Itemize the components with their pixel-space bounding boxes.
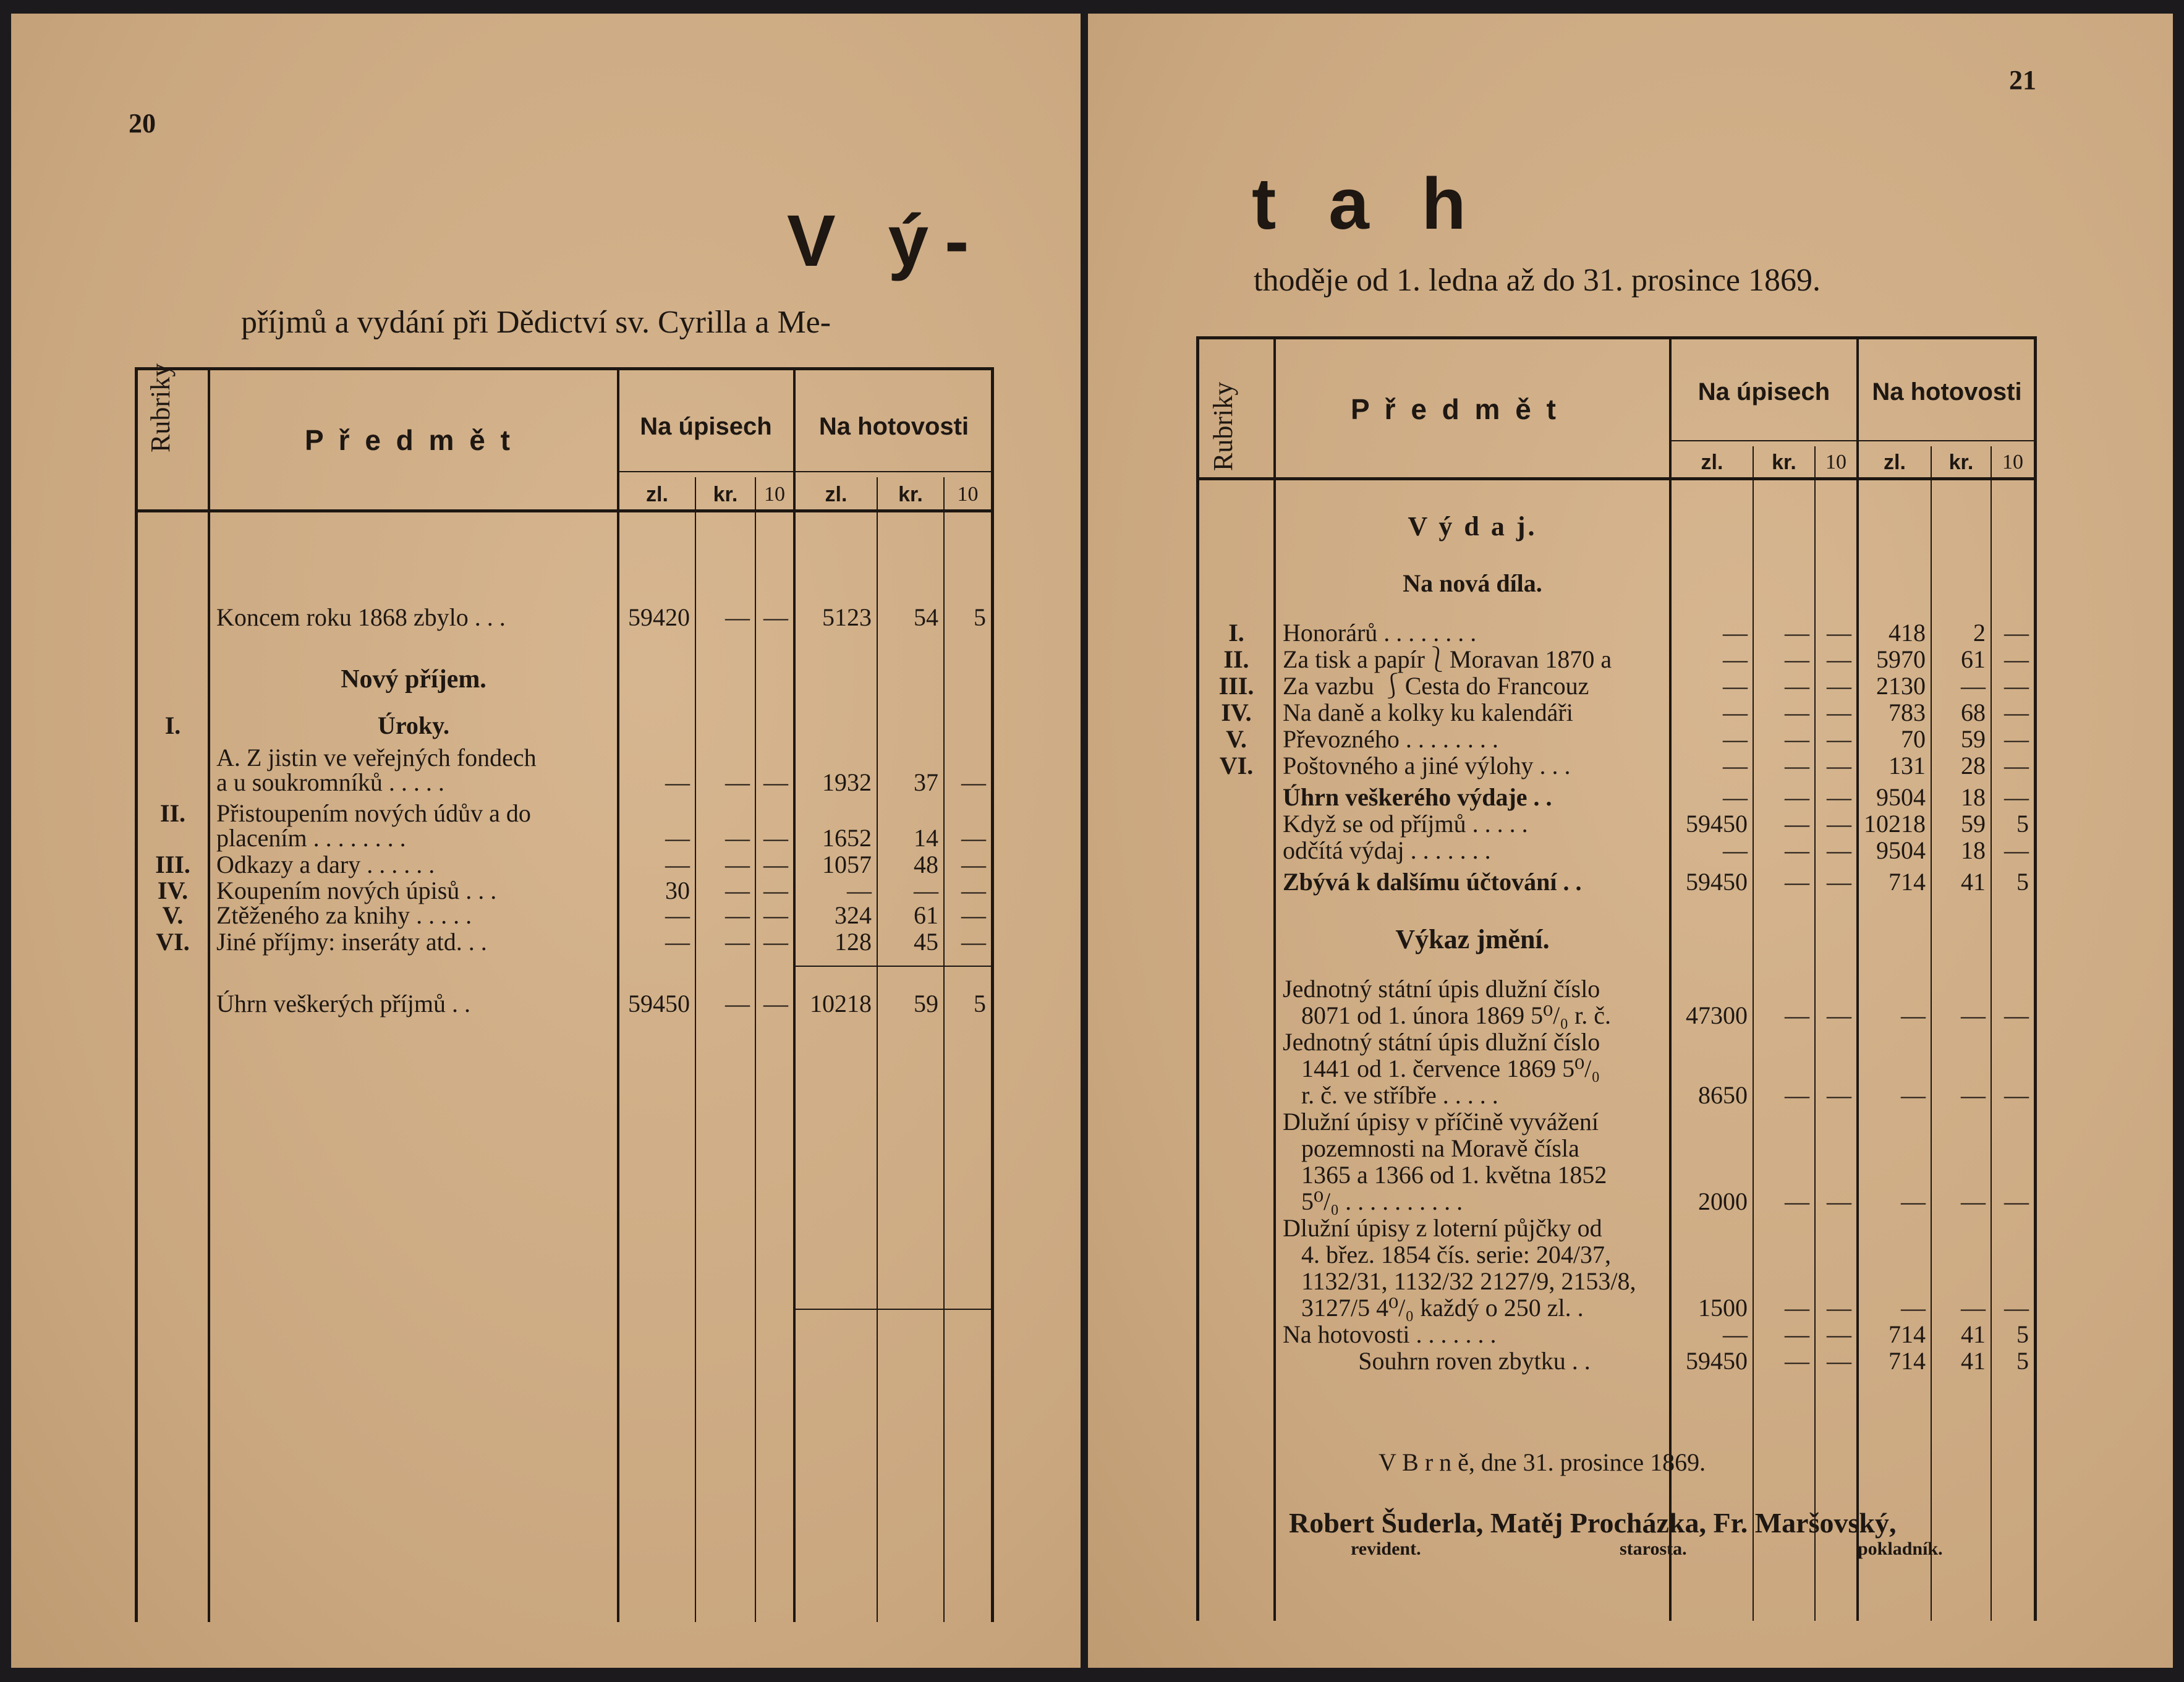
cell-up-zl: 8650 [1698,1081,1748,1109]
na-upisech-header-right: Na úpisech [1697,378,1830,406]
row-text: Ztěženého za knihy . . . . . [216,901,472,929]
cell-hot-10: — [2004,725,2029,753]
cell-hot-zl: 714 [1889,1320,1926,1348]
rubriky-header: Rubriky [145,363,176,452]
asset-line: pozemnosti na Moravě čísla [1301,1134,1579,1162]
cell-hot-10: — [961,824,986,852]
cell-up-zl: — [1723,619,1748,647]
cell-up-10: — [1827,1347,1851,1375]
cell-hot-zl: 714 [1889,1347,1926,1375]
cell-up-kr: — [1785,1347,1809,1375]
rubrika-label: II. [159,799,186,827]
cell-up-zl: 2000 [1698,1187,1748,1215]
cell-hot-10: — [2004,836,2029,864]
cell-up-zl: 1500 [1698,1294,1748,1322]
rubrika-label: III. [155,851,190,878]
asset-line: Jednotný státní úpis dlužní číslo [1283,975,1600,1003]
cell-hot-kr: 14 [914,824,938,852]
cell-hot-zl: 324 [835,901,872,929]
cell-up-zl: — [665,851,690,878]
cell-up-10: — [1827,1294,1851,1322]
cell-up-10: — [763,603,788,631]
cell-hot-10: — [961,877,986,904]
cell-hot-zl: 1932 [822,768,872,796]
ten-header-hot-right: 10 [2002,451,2023,474]
rubrika-label: III. [1218,672,1254,700]
row-text: odčítá výdaj . . . . . . . [1283,836,1491,864]
kr-header: kr. [713,483,738,506]
cell-hot-zl: 714 [1889,868,1926,896]
cell-up-kr: — [1785,836,1809,864]
cell-hot-kr: 2 [1973,619,1986,647]
cell-hot-kr: — [1961,1294,1986,1322]
cell-up-10: — [763,768,788,796]
cell-hot-zl: 128 [835,928,872,956]
cell-up-10: — [763,990,788,1017]
asset-line: Jednotný státní úpis dlužní číslo [1283,1028,1600,1056]
subtitle-fragment-right: thoděje od 1. ledna až do 31. prosince 1869. [1254,263,1821,298]
asset-line: 1441 od 1. července 1869 5⁰/₀ [1301,1055,1600,1082]
cell-hot-10: 5 [2016,1320,2029,1348]
row-text: Převozného . . . . . . . . [1283,725,1498,753]
cell-hot-kr: 54 [914,603,938,631]
cell-hot-zl: 2130 [1876,672,1926,700]
asset-line: Souhrn roven zbytku . . [1358,1347,1591,1375]
cell-up-zl: 47300 [1686,1001,1748,1029]
row-text: Poštovného a jiné výlohy . . . [1283,752,1571,779]
cell-up-kr: — [1785,1320,1809,1348]
cell-hot-kr: — [1961,672,1986,700]
cell-hot-kr: 59 [914,990,938,1017]
cell-up-10: — [1827,752,1851,779]
cell-up-10: — [763,928,788,956]
na-upisech-header: Na úpisech [640,413,772,440]
cell-up-zl: 59450 [1686,810,1748,838]
row-text: Odkazy a dary . . . . . . [216,851,435,878]
cell-hot-kr: 59 [1961,725,1986,753]
page-number-right: 21 [2009,65,2036,95]
page-number-left: 20 [129,108,156,138]
section-vydaj: V ý d a j. [1408,511,1537,542]
cell-up-10: — [1827,1320,1851,1348]
row-text: Přistoupením nových údův a do [216,799,531,827]
cell-up-kr: — [1785,725,1809,753]
cell-up-10: — [763,851,788,878]
row-text: Když se od příjmů . . . . . [1283,810,1528,838]
rubriky-header-right: Rubriky [1208,381,1238,471]
cell-up-kr: — [1785,1001,1809,1029]
cell-up-10: — [1827,1081,1851,1109]
cell-up-10: — [1827,619,1851,647]
cell-up-zl: — [1723,752,1748,779]
cell-up-zl: — [665,824,690,852]
rubrika-label: V. [1226,725,1247,753]
rubrika-label: IV. [1221,699,1252,726]
cell-hot-zl: 131 [1889,752,1926,779]
rubrika-label: I. [1228,619,1244,647]
asset-line: 1365 a 1366 od 1. května 1852 [1301,1161,1607,1189]
row-text: placením . . . . . . . . [216,824,406,852]
cell-hot-kr: 59 [1961,810,1986,838]
cell-up-kr: — [1785,699,1809,726]
cell-up-zl: — [1723,836,1748,864]
cell-up-zl: — [665,901,690,929]
rubrika-label: V. [162,901,184,929]
row-text: Koncem roku 1868 zbylo . . . [216,603,506,631]
cell-up-kr: — [725,768,750,796]
cell-up-kr: — [725,901,750,929]
cell-up-zl: 59450 [628,990,690,1017]
cell-hot-zl: — [1901,1187,1926,1215]
rubrika-label: VI. [1219,752,1254,779]
cell-up-zl: 30 [665,877,690,904]
row-text: Zbývá k dalšímu účtování . . [1283,868,1582,896]
asset-line: 8071 od 1. února 1869 5⁰/₀ r. č. [1301,1001,1612,1029]
row-text: Úroky. [378,711,449,739]
cell-hot-10: — [2004,619,2029,647]
cell-up-kr: — [725,603,750,631]
cell-hot-zl: — [847,877,872,904]
cell-hot-zl: 10218 [1864,810,1926,838]
cell-up-10: — [1827,810,1851,838]
zl-header-right: zl. [1701,451,1723,474]
cell-up-kr: — [1785,645,1809,673]
cell-hot-zl: 9504 [1876,836,1926,864]
cell-hot-10: — [2004,1001,2029,1029]
cell-up-zl: — [1723,672,1748,700]
cell-hot-zl: 9504 [1876,783,1926,811]
row-text: Honorárů . . . . . . . . [1283,619,1477,647]
title-fragment-right: t a h [1252,163,1482,245]
asset-line: 4. břez. 1854 čís. serie: 204/37, [1301,1241,1611,1268]
rubrika-label: VI. [156,928,190,956]
cell-up-kr: — [1785,672,1809,700]
cell-hot-zl: 1057 [822,851,872,878]
title-fragment-left: V ý- [787,200,985,282]
left-page [11,14,1081,1668]
rubrika-label: IV. [157,877,189,904]
cell-up-zl: — [1723,699,1748,726]
cell-hot-kr: 61 [1961,645,1986,673]
signatures: Robert Šuderla, Matěj Procházka, Fr. Maršovský, [1289,1507,1897,1539]
cell-hot-kr: 37 [914,768,938,796]
asset-line: 1132/31, 1132/32 2127/9, 2153/8, [1301,1267,1636,1295]
cell-up-zl: — [1723,645,1748,673]
asset-line: r. č. ve stříbře . . . . . [1301,1081,1498,1109]
cell-up-zl: — [1723,725,1748,753]
cell-hot-10: — [961,851,986,878]
cell-hot-10: — [2004,1294,2029,1322]
cell-hot-zl: 1652 [822,824,872,852]
rubrika-label: I. [164,711,181,739]
asset-line: Dlužní úpisy v příčině vyvážení [1283,1108,1599,1136]
cell-up-10: — [1827,672,1851,700]
predmet-header: P ř e d m ě t [305,424,514,456]
cell-up-zl: — [1723,783,1748,811]
cell-hot-10: — [961,928,986,956]
cell-hot-zl: 783 [1889,699,1926,726]
row-text: Za vazbu ⎰Cesta do Francouz [1283,672,1589,700]
kr-header-hot-right: kr. [1948,451,1974,474]
asset-line: 3127/5 4⁰/₀ každý o 250 zl. . [1301,1294,1584,1322]
cell-up-kr: — [725,851,750,878]
cell-hot-10: — [2004,645,2029,673]
zl-header-hot-right: zl. [1884,451,1906,474]
ten-header-right: 10 [1825,451,1846,474]
cell-up-kr: — [1785,783,1809,811]
zl-header: zl. [646,483,668,506]
cell-hot-zl: 418 [1889,619,1926,647]
role-starosta: starosta. [1620,1539,1687,1559]
asset-line: Na hotovosti . . . . . . . [1283,1320,1497,1348]
right-page [1088,14,2173,1668]
cell-up-10: — [1827,699,1851,726]
cell-up-zl: 59450 [1686,1347,1748,1375]
cell-hot-10: — [2004,1081,2029,1109]
cell-hot-kr: — [1961,1187,1986,1215]
section-nova-dila: Na nová díla. [1403,569,1542,597]
cell-hot-10: — [2004,1187,2029,1215]
cell-up-zl: 59450 [1686,868,1748,896]
cell-up-zl: — [1723,1320,1748,1348]
row-text: Úhrn veškerých příjmů . . [216,990,471,1017]
cell-hot-10: 5 [974,990,986,1017]
cell-hot-kr: 41 [1961,1320,1986,1348]
cell-hot-10: 5 [974,603,986,631]
income-table [135,360,994,1621]
cell-hot-10: — [2004,699,2029,726]
cell-hot-10: — [961,901,986,929]
cell-up-kr: — [725,877,750,904]
cell-up-10: — [763,901,788,929]
cell-up-10: — [1827,725,1851,753]
row-text: A. Z jistin ve veřejných fondech [216,744,537,771]
cell-hot-zl: — [1901,1294,1926,1322]
cell-up-kr: — [1785,752,1809,779]
cell-hot-kr: 18 [1961,836,1986,864]
cell-up-10: — [763,824,788,852]
cell-up-zl: 59420 [628,603,690,631]
na-hotovosti-header-right: Na hotovosti [1872,378,2022,406]
row-text: a u soukromníků . . . . . [216,768,444,796]
cell-up-kr: — [1785,619,1809,647]
cell-up-10: — [1827,1001,1851,1029]
cell-hot-kr: 61 [914,901,938,929]
zl-header-hot: zl. [825,483,848,506]
kr-header-hot: kr. [898,483,923,506]
row-text: Za tisk a papír⎱Moravan 1870 a [1283,645,1612,673]
ten-header: 10 [764,483,785,506]
cell-hot-kr: — [914,877,938,904]
cell-up-10: — [1827,1187,1851,1215]
predmet-header-right: P ř e d m ě t [1351,393,1560,425]
cell-hot-zl: — [1901,1081,1926,1109]
cell-up-10: — [1827,868,1851,896]
cell-hot-kr: 41 [1961,1347,1986,1375]
cell-hot-10: — [2004,752,2029,779]
kr-header-right: kr. [1772,451,1796,474]
cell-hot-kr: 48 [914,851,938,878]
cell-hot-10: 5 [2016,810,2029,838]
cell-hot-kr: — [1961,1001,1986,1029]
cell-hot-zl: 10218 [810,990,872,1017]
row-text: Úhrn veškerého výdaje . . [1283,783,1552,811]
cell-hot-kr: 41 [1961,868,1986,896]
cell-up-kr: — [725,990,750,1017]
cell-up-10: — [1827,645,1851,673]
role-revident: revident. [1351,1539,1421,1559]
cell-hot-10: — [2004,672,2029,700]
place-date: V B r n ě, dne 31. prosince 1869. [1379,1448,1706,1476]
cell-up-kr: — [1785,1294,1809,1322]
cell-up-kr: — [1785,810,1809,838]
asset-line: Dlužní úpisy z loterní půjčky od [1283,1214,1602,1242]
cell-hot-kr: — [1961,1081,1986,1109]
cell-up-kr: — [1785,1081,1809,1109]
cell-hot-10: — [961,768,986,796]
row-text: Na daně a kolky ku kalendáři [1283,699,1573,726]
cell-hot-zl: 70 [1901,725,1926,753]
cell-up-10: — [763,877,788,904]
cell-hot-zl: — [1901,1001,1926,1029]
cell-hot-zl: 5123 [822,603,872,631]
section-vykaz: Výkaz jmění. [1395,924,1550,954]
cell-hot-zl: 5970 [1876,645,1926,673]
cell-hot-kr: 28 [1961,752,1986,779]
cell-hot-kr: 68 [1961,699,1986,726]
row-text: Jiné příjmy: inseráty atd. . . [216,928,487,956]
cell-up-kr: — [1785,1187,1809,1215]
cell-up-kr: — [725,928,750,956]
cell-hot-10: — [2004,783,2029,811]
cell-up-10: — [1827,783,1851,811]
cell-up-kr: — [1785,868,1809,896]
role-pokladnik: pokladník. [1858,1539,1943,1559]
expense-table [1196,329,2037,1621]
cell-up-zl: — [665,928,690,956]
ten-header-hot: 10 [957,483,979,506]
cell-up-10: — [1827,836,1851,864]
row-text: Koupením nových úpisů . . . [216,877,497,904]
subtitle-fragment-left: příjmů a vydání při Dědictví sv. Cyrilla a Me- [241,305,831,340]
cell-hot-kr: 45 [914,928,938,956]
section-heading: Nový příjem. [341,665,487,694]
cell-hot-kr: 18 [1961,783,1986,811]
cell-up-zl: — [665,768,690,796]
rubrika-label: II. [1223,645,1249,673]
na-hotovosti-header: Na hotovosti [818,413,969,440]
cell-hot-10: 5 [2016,1347,2029,1375]
cell-up-kr: — [725,824,750,852]
asset-line: 5⁰/₀ . . . . . . . . . . [1301,1187,1463,1215]
cell-hot-10: 5 [2016,868,2029,896]
